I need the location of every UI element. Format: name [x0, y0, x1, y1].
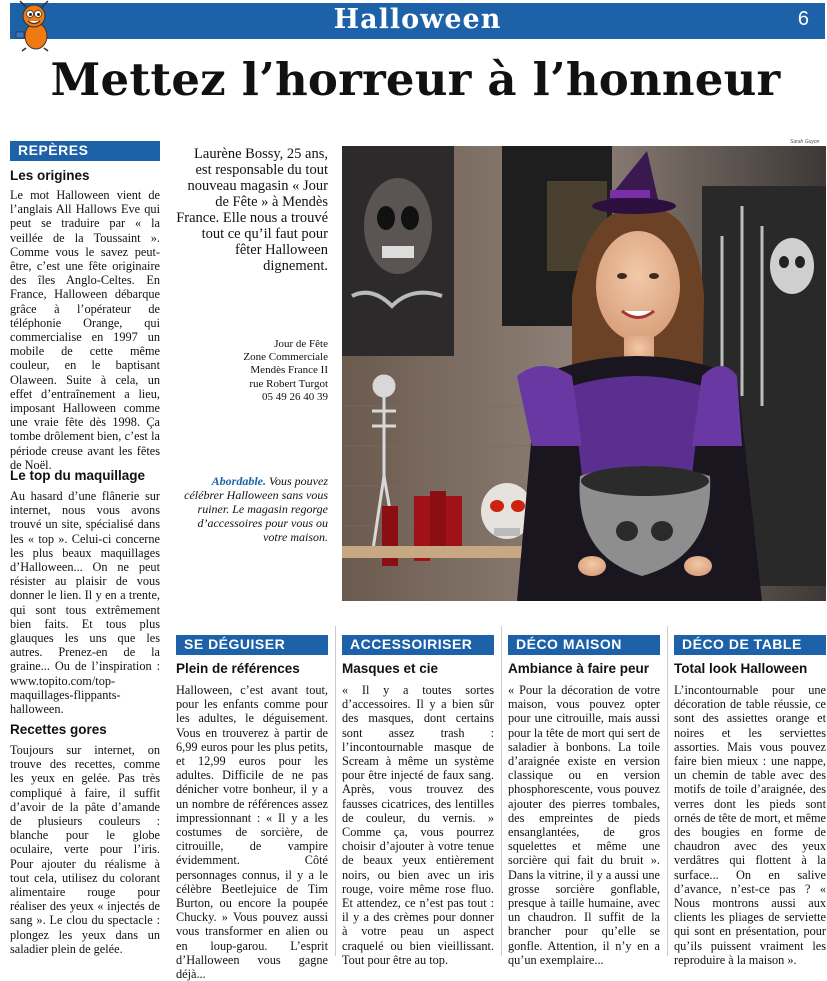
section-label-deco-table: DÉCO DE TABLE: [674, 635, 826, 655]
text-accessoiriser: « Il y a toutes sortes d’accessoires. Il y a bien sûr des masques, dont certains sont assez trash : l’incontournable masque de Scream à même un système pour être injecté de faux sang. Après, vous trouvez des fausses cicatrices, des lentilles de couleur, du vernis. » Comme ça, vous pourrez choisir d’ajouter à votre tenue de beaux yeux entièrement noirs, ou bien avec un iris rouge, voire même rose fluo. Et attendez, ce n’est pas tout : il y a des crèmes pour donner à votre peau un aspect craquelé ou bien vieillissant. Tout pour être au top.: [342, 683, 494, 967]
article-intro: Laurène Bossy, 25 ans, est responsable du tout nouveau magasin « Jour de Fête » à Mendès France. Elle nous a trouvé tout ce qu’il faut pour fêter Halloween dignement.: [176, 146, 328, 274]
section-label-deco-maison: DÉCO MAISON: [508, 635, 660, 655]
heading-deco-table: Total look Halloween: [674, 661, 808, 676]
photo-caption: [178, 474, 328, 544]
heading-deguiser: Plein de références: [176, 661, 300, 676]
section-title: Halloween: [333, 4, 502, 35]
column-divider: [501, 626, 502, 956]
article-photo: [342, 146, 826, 601]
address-line: rue Robert Turgot: [249, 377, 328, 390]
address-line: Mendès France II: [250, 364, 328, 377]
shop-scene-illustration: [342, 146, 826, 601]
text-origines: Le mot Halloween vient de l’anglais All Hallows Eve qui peut se traduire par « la veillée de la Toussaint ». Comme vous le savez peut-être, c’est une fête originaire des îles Anglo-Celtes. En France, Halloween débarque grâce à l’opérateur de téléphonie Orange, qui commercialise en 1997 un mobile de cette même couleur, en le baptisant Olaween. Suite à cela, un effet d’entraînement a lieu, imposant Halloween comme une vraie fête dès 1998. Ça tombe drôlement bien, c’est la période creuse avant les fêtes de Noël.: [10, 188, 160, 472]
heading-accessoiriser: Masques et cie: [342, 661, 439, 676]
heading-origines: Les origines: [10, 168, 90, 183]
photo-credit: Sarah Guyon: [790, 139, 820, 145]
heading-maquillage: Le top du maquillage: [10, 468, 146, 483]
text-deco-table: L’incontournable pour une décoration de table réussie, ce sont des assiettes orange et noires et les serviettes assorties. Mais vous pouvez faire bien mieux : une nappe, un chemin de table avec des motifs de toile d’araignée, des verres dont les pieds sont ornés de tête de mort, et même des bougies en forme de chaudron avec des yeux verdâtres qui flottent à la surface... On en salive d’avance, n’est-ce pas ? « Nous montrons aussi aux clients les pliages de serviette qui sont en présentation, pour qu’ils puissent vraiment les reproduire à la maison ».: [674, 683, 826, 967]
section-header-bar: [10, 3, 825, 39]
column-divider: [667, 626, 668, 956]
section-label-deguiser: SE DÉGUISER: [176, 635, 328, 655]
text-deguiser: Halloween, c’est avant tout, pour les enfants comme pour les adultes, le déguisement. Vous en trouverez à partir de 6,99 euros pour les plus petits, et 12,99 euros pour les adultes. Difficile de ne pas dénicher votre bonheur, il y a un nombre de références assez impressionnant : « Il y a les costumes de sorcière, de citrouille, de vampire évidemment. Côté personnages connus, il y a le célèbre Beetlejuice de Tim Burton, ou encore la poupée Chucky. » Vous pouvez aussi vous transformer en alien ou en loup-garou. L’esprit d’Halloween vous gagne déjà...: [176, 683, 328, 981]
address-line: Zone Commerciale: [243, 351, 328, 364]
shop-address: [200, 338, 328, 404]
caption-lead: Abordable.: [211, 474, 266, 488]
page-number: 6: [797, 8, 809, 30]
section-label-reperes: REPÈRES: [10, 141, 160, 161]
column-divider: [335, 626, 336, 956]
address-phone: 05 49 26 40 39: [262, 390, 328, 403]
page-headline: Mettez l’horreur à l’honneur: [50, 53, 781, 106]
section-label-accessoiriser: ACCESSOIRISER: [342, 635, 494, 655]
text-deco-maison: « Pour la décoration de votre maison, vous pouvez opter pour une citrouille, mais aussi pour la tête de mort qui sert de saladier à bonbons. La toile d’araignée existe en version classique ou en version phosphorescente, vous pouvez ajouter des pierres tombales, des empreintes de pieds ensanglantées, de gros squelettes et même une sorcière qui fait du bruit ». Dans la vitrine, il y a aussi une grosse sorcière gonflable, presque à taille humaine, avec un chaudron. Il suffit de la brancher pour qu’elle se gonfle. Attention, il n’y en a qu’un exemplaire...: [508, 683, 660, 967]
text-maquillage: Au hasard d’une flânerie sur internet, nous vous avons trouvé un site, spécialisé dans les « top ». Celui-ci concerne les plus beaux maquillages d’Halloween... On ne peut résister au plaisir de vous donner le lien. Il y en a trente, qui sont tous extrêmement bien faits. Et tous plus glauques les uns que les autres. Prenez-en de la graine... Ou de l’inspiration : www.topito.com/top-maquillages-flippants-halloween.: [10, 489, 160, 717]
text-recettes: Toujours sur internet, on trouve des recettes, comme les yeux en gelée. Pas très compliqué à faire, il suffit d’avoir de la pâte d’amande de plusieurs couleurs : blanche pour le globe oculaire, verte pour l’iris. Pour ajouter du réalisme à tout cela, utilisez du colorant alimentaire rouge pour réaliser des yeux « injectés de sang ». Le clou du spectacle : plongez les yeux dans un saladier plein de gelée.: [10, 743, 160, 956]
heading-deco-maison: Ambiance à faire peur: [508, 661, 650, 676]
address-line: Jour de Fête: [274, 338, 328, 350]
heading-recettes: Recettes gores: [10, 722, 107, 737]
cartoon-mascot-icon: [12, 0, 56, 52]
caption-text: Vous pouvez célébrer Halloween sans vous ruiner. Le magasin regorge d’accessoires pour vous ou votre maison.: [184, 474, 328, 544]
